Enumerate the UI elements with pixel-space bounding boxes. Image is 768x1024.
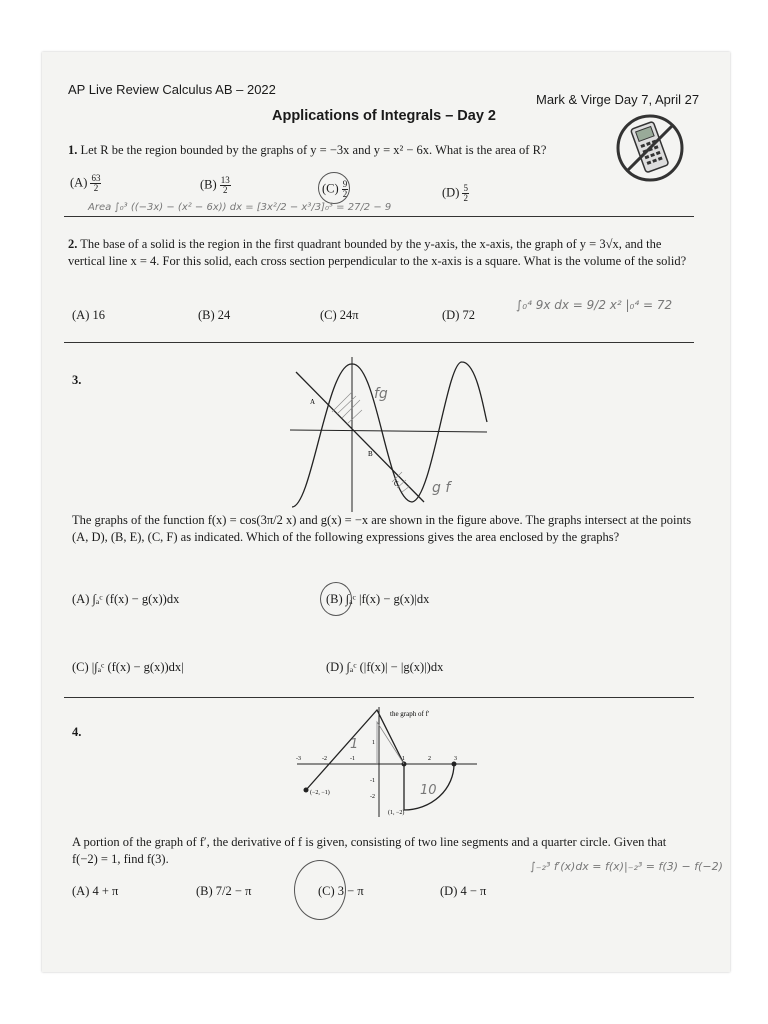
q2-choice-d[interactable]: (D) 72 [442,308,475,322]
answer-circle [320,582,352,616]
q3-figure [282,352,492,517]
question-4-text: A portion of the graph of f′, the derivative of f is given, consisting of two line segments and a quarter circle. Given that f(−2) = 1, find f(3). [72,835,667,866]
answer-circle [294,860,346,920]
calculator-icon [614,112,686,184]
question-text: Let R be the region bounded by the graphs of y = −3x and y = x² − 6x. What is the area of R? [80,143,547,157]
q3-choice-a[interactable]: (A) ∫ₐᶜ (f(x) − g(x))dx [72,592,180,606]
point-label-c: C [394,480,399,488]
q4-choice-d[interactable]: (D) 4 − π [440,884,487,898]
q1-choice-d[interactable]: (D) $\frac{5}{2}$ [442,183,468,203]
question-text: The base of a solid is the region in the first quadrant bounded by the y-axis, the x-axis, the graph of y = 3√x, and the vertical line x = 4. For this solid, each cross section perpendicular to the x-axis is a square. What is the volume of the solid? [68,237,687,268]
question-1 [68,142,608,159]
handwritten-work: ∫₀⁴ 9x dx = 9/2 x² |₀⁴ = 72 [516,298,673,312]
handwritten-work: Area ∫₀³ ((−3x) − (x² − 6x)) dx = [3x²/2 − x³/3]₀³ = 27/2 − 9 [88,202,392,213]
tick-label: 2 [428,756,431,762]
q4-choice-c[interactable]: (C) 3 − π [318,884,364,898]
point-label: (−2, −1) [310,790,330,796]
tick-label: -1 [350,756,355,762]
question-number: 3. [72,373,82,387]
q2-choice-c[interactable]: (C) 24π [320,308,359,322]
divider [64,342,694,343]
q4-choice-b[interactable]: (B) 7/2 − π [196,884,252,898]
question-number: 4. [72,725,82,739]
date-header: Mark & Virge Day 7, April 27 [536,92,700,107]
handwritten-label: g f [432,480,451,496]
q4-choice-a[interactable]: (A) 4 + π [72,884,119,898]
tick-label: 3 [454,756,457,762]
tick-label: -1 [370,778,375,784]
q3-choice-b[interactable]: (B) ∫ₐᶜ |f(x) − g(x)|dx [326,592,430,606]
handwritten-label: 10 [420,783,437,798]
q4-figure [292,702,482,822]
answer-circle [318,172,350,204]
graph-label: the graph of f′ [390,710,430,718]
question-2 [68,236,688,270]
page-title: Applications of Integrals – Day 2 [272,108,496,124]
q3-choice-d[interactable]: (D) ∫ₐᶜ (|f(x)| − |g(x)|)dx [326,660,444,674]
worksheet-page [42,52,730,972]
tick-label: -2 [370,794,375,800]
question-number: 1. [68,143,78,157]
q1-choice-c[interactable]: (C) $\frac{9}{2}$ [322,179,348,199]
tick-label: 1 [372,740,375,746]
q1-choice-a[interactable]: (A) $\frac{63}{2}$ [70,173,101,193]
tick-label: 1 [402,756,405,762]
point-label-b: B [368,450,373,458]
tick-label: -2 [322,756,327,762]
question-3-text: The graphs of the function f(x) = cos(3π/2 x) and g(x) = −x are shown in the figure above. The graphs intersect at the points (A, D), (B, E), (C, F) as indicated. Which of the following expressions gives the area enclosed by the graphs? [72,513,692,544]
handwritten-label: 1 [350,737,359,752]
handwritten-work: ∫₋₂³ f′(x)dx = f(x)|₋₂³ = f(3) − f(−2) [530,860,723,873]
q1-choice-b[interactable]: (B) $\frac{13}{2}$ [200,175,230,195]
q2-choice-a[interactable]: (A) 16 [72,308,105,322]
divider [64,216,694,217]
handwritten-label: fg [374,386,388,402]
point-label-a: A [310,398,316,406]
tick-label: -3 [296,756,301,762]
q3-choice-c[interactable]: (C) |∫ₐᶜ (f(x) − g(x))dx| [72,660,184,674]
question-number: 2. [68,237,78,251]
divider [64,697,694,698]
point-label: (1, −2) [388,810,405,816]
course-header: AP Live Review Calculus AB – 2022 [68,82,276,97]
q2-choice-b[interactable]: (B) 24 [198,308,231,322]
